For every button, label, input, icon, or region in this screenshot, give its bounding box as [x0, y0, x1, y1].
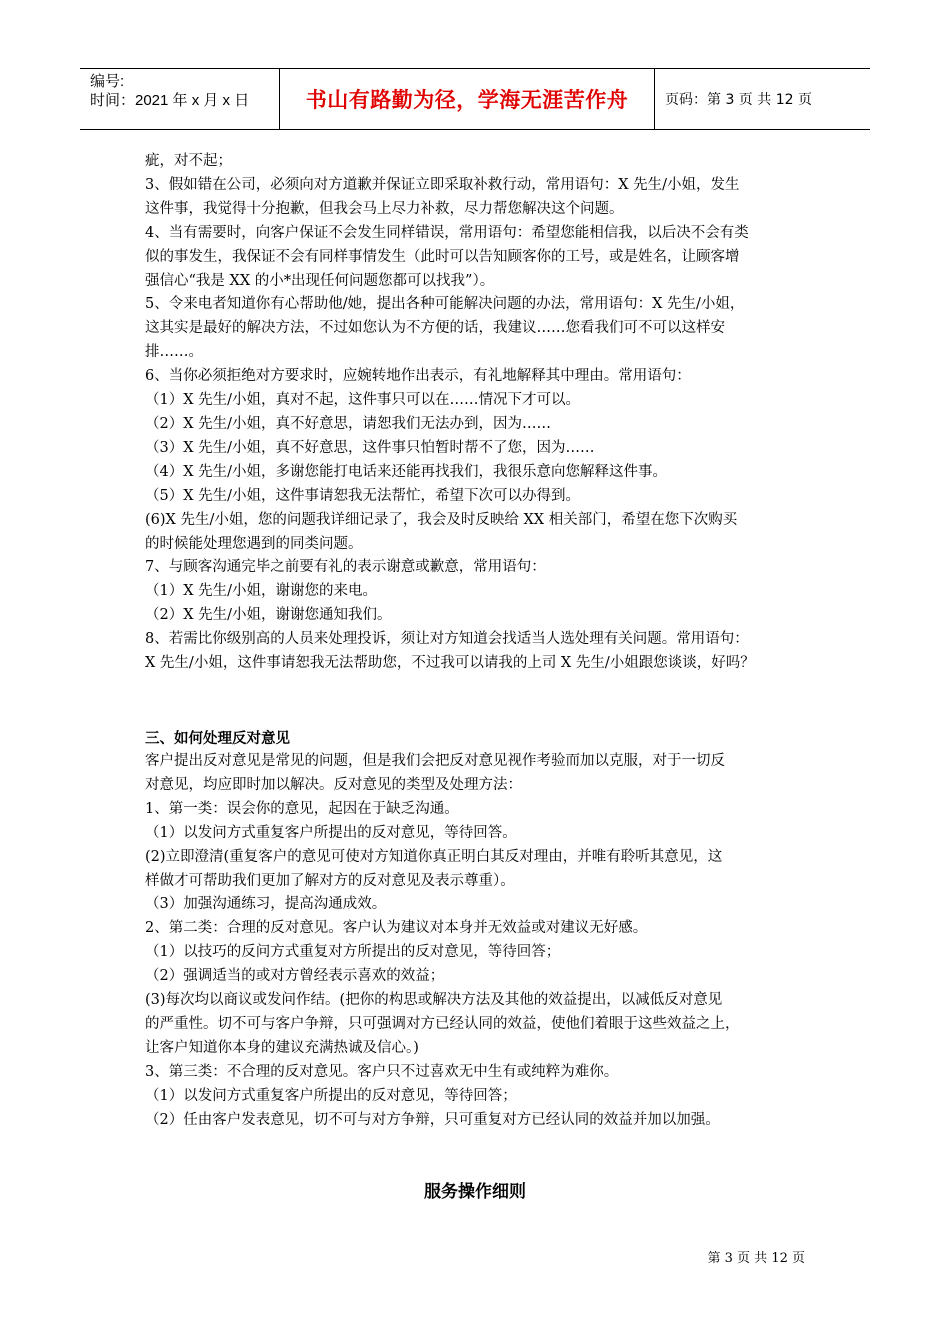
text-line: （2）X 先生/小姐，真不好意思，请恕我们无法办到，因为……: [145, 415, 552, 432]
text-line: 1、第一类：误会你的意见，起因在于缺乏沟通。: [145, 800, 459, 817]
text-line: （3）加强沟通练习，提高沟通成效。: [145, 896, 387, 913]
text-line: (2)立即澄清(重复客户的意见可使对方知道你真正明白其反对理由，并唯有聆听其意见，这: [145, 848, 723, 865]
document-number-label: 编号:: [90, 73, 125, 90]
text-line: 对意见，均应即时加以解决。反对意见的类型及处理方法：: [145, 776, 522, 793]
text-line: （1）X 先生/小姐，谢谢您的来电。: [145, 583, 378, 600]
page-header: [80, 68, 870, 130]
text-line: (3)每次均以商议或发问作结。(把你的构思或解决方法及其他的效益提出，以减低反对意见: [145, 992, 723, 1009]
text-line: 6、当你必须拒绝对方要求时，应婉转地作出表示，有礼地解释其中理由。常用语句：: [145, 368, 691, 385]
text-line: 排……。: [145, 344, 203, 361]
text-line: （2）任由客户发表意见，切不可与对方争辩，只可重复对方已经认同的效益并加以加强。: [145, 1111, 720, 1128]
text-line: （1）以发问方式重复客户所提出的反对意见，等待回答。: [145, 824, 517, 841]
document-date-label: 时间：2021 年 x 月 x 日: [90, 92, 250, 109]
text-line: 7、与顾客沟通完毕之前要有礼的表示谢意或歉意，常用语句：: [145, 559, 546, 576]
text-line: 3、第三类：不合理的反对意见。客户只不过喜欢无中生有或纯粹为难你。: [145, 1063, 619, 1080]
text-line: 的时候能处理您遇到的同类问题。: [145, 535, 363, 552]
text-line: 似的事发生，我保证不会有同样事情发生（此时可以告知顾客你的工号，或是姓名，让顾客增: [145, 248, 740, 265]
text-line: 这件事，我觉得十分抱歉，但我会马上尽力补救，尽力帮您解决这个问题。: [145, 200, 624, 217]
text-line: 让客户知道你本身的建议充满热诚及信心。): [145, 1039, 419, 1056]
text-line: 4、当有需要时，向客户保证不会发生同样错误，常用语句：希望您能相信我，以后决不会有类: [145, 224, 749, 241]
body-text-part-1: [145, 150, 825, 676]
text-line: 5、令来电者知道你有心帮助他/她，提出各种可能解决问题的办法，常用语句：X 先生/小姐，: [145, 296, 745, 313]
header-meta: [80, 69, 280, 129]
text-line: （2）强调适当的或对方曾经表示喜欢的效益；: [145, 968, 445, 985]
text-line: 客户提出反对意见是常见的问题，但是我们会把反对意见视作考验而加以克服，对于一切反: [145, 753, 725, 769]
text-line: 样做才可帮助我们更加了解对方的反对意见及表示尊重）。: [145, 872, 515, 889]
text-line: （1）以技巧的反问方式重复对方所提出的反对意见，等待回答；: [145, 944, 561, 961]
body-text-part-2: [145, 750, 825, 1133]
text-line: 的严重性。切不可与客户争辩，只可强调对方已经认同的效益，使他们着眼于这些效益之上，: [145, 1015, 740, 1032]
closing-title: 服务操作细则: [424, 1182, 526, 1202]
text-line: （1）以发问方式重复客户所提出的反对意见，等待回答；: [145, 1087, 517, 1104]
text-line: 3、假如错在公司，必须向对方道歉并保证立即采取补救行动，常用语句：X 先生/小姐，发生: [145, 176, 740, 193]
text-line: 强信心“我是 XX 的小*出现任何问题您都可以找我”）。: [145, 272, 495, 289]
text-line: （4）X 先生/小姐，多谢您能打电话来还能再找我们，我很乐意向您解释这件事。: [145, 463, 668, 480]
text-line: (6)X 先生/小姐，您的问题我详细记录了，我会及时反映给 XX 相关部门，希望在您下次购买: [145, 511, 738, 528]
header-page-number: 页码：第 3 页 共 12 页: [665, 92, 812, 108]
text-line: （2）X 先生/小姐，谢谢您通知我们。: [145, 607, 392, 624]
text-line: （1）X 先生/小姐，真对不起，这件事只可以在……情况下才可以。: [145, 392, 581, 409]
text-line: （5）X 先生/小姐，这件事请恕我无法帮忙，希望下次可以办得到。: [145, 487, 581, 504]
text-line: 这其实是最好的解决方法，不过如您认为不方便的话，我建议……您看我们可不可以这样安: [145, 320, 725, 337]
text-line: 2、第二类：合理的反对意见。客户认为建议对本身并无效益或对建议无好感。: [145, 920, 648, 937]
text-line: 8、若需比你级别高的人员来处理投诉，须让对方知道会找适当人选处理有关问题。常用语句：: [145, 631, 749, 648]
page-footer: 第 3 页 共 12 页: [707, 1251, 805, 1266]
text-line: 疵，对不起；: [145, 153, 232, 169]
header-motto: 书山有路勤为径，学海无涯苦作舟: [280, 69, 655, 129]
section-heading: 三、如何处理反对意见: [145, 731, 290, 747]
text-line: X 先生/小姐，这件事请恕我无法帮助您，不过我可以请我的上司 X 先生/小姐跟您谈谈，好吗？: [145, 655, 755, 672]
text-line: （3）X 先生/小姐，真不好意思，这件事只怕暂时帮不了您，因为……: [145, 439, 595, 456]
